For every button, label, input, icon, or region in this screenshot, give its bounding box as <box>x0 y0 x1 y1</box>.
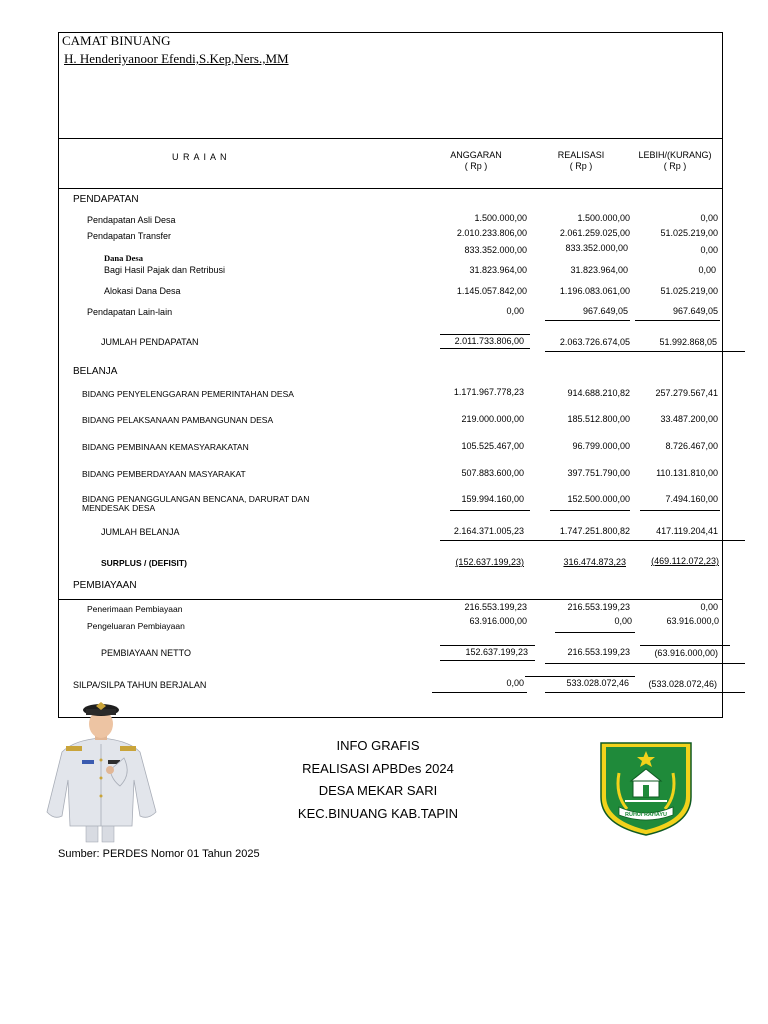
cell-anggaran: 63.916.000,00 <box>469 616 527 626</box>
source-note: Sumber: PERDES Nomor 01 Tahun 2025 <box>58 848 260 860</box>
cell-realisasi: 216.553.199,23 <box>567 647 630 657</box>
section-belanja: BELANJA <box>73 366 118 377</box>
cell-anggaran: 507.883.600,00 <box>461 468 524 478</box>
underline <box>432 692 527 693</box>
cell-anggaran: 2.010.233.806,00 <box>456 228 527 238</box>
row-label: BIDANG PEMBERDAYAAN MASYARAKAT <box>82 469 246 479</box>
col-header-uraian: U R A I A N <box>172 152 228 162</box>
section-pendapatan: PENDAPATAN <box>73 194 139 205</box>
cell-anggaran: 31.823.964,00 <box>469 265 527 275</box>
cell-realisasi: 0,00 <box>614 616 632 626</box>
cell-anggaran: 2.164.371.005,23 <box>453 526 524 536</box>
divider <box>58 599 723 600</box>
cell-realisasi: 31.823.964,00 <box>570 265 628 275</box>
cell-anggaran: 219.000.000,00 <box>461 414 524 424</box>
cell-lebih: 0,00 <box>700 602 718 612</box>
cell-lebih: (63.916.000,00) <box>654 648 718 658</box>
cell-realisasi: 96.799.000,00 <box>572 441 630 451</box>
col-header-lebih: LEBIH/(KURANG) <box>638 150 712 160</box>
col-header-realisasi: REALISASI <box>557 150 605 160</box>
cell-anggaran: 2.011.733.806,00 <box>454 336 524 346</box>
cell-anggaran: 105.525.467,00 <box>461 441 524 451</box>
official-portrait <box>44 700 159 845</box>
info-title: INFO GRAFIS <box>336 738 420 753</box>
row-label: Penerimaan Pembiayaan <box>87 604 183 614</box>
underline <box>440 660 535 661</box>
underline <box>640 645 730 646</box>
cell-lebih: 51.025.219,00 <box>660 228 718 238</box>
col-header-realisasi-unit: ( Rp ) <box>569 161 593 171</box>
row-label: BIDANG PENYELENGGARAN PEMERINTAHAN DESA <box>82 389 294 399</box>
cell-realisasi: 152.500.000,00 <box>567 494 630 504</box>
row-label: BIDANG PEMBINAAN KEMASYARAKATAN <box>82 442 249 452</box>
row-label: BIDANG PENANGGULANGAN BENCANA, DARURAT DAN <box>82 494 310 504</box>
row-label: SURPLUS / (DEFISIT) <box>101 558 187 568</box>
row-label: PEMBIAYAAN NETTO <box>101 648 192 658</box>
divider <box>58 188 723 189</box>
cell-anggaran: (152.637.199,23) <box>455 557 524 567</box>
cell-realisasi: 216.553.199,23 <box>567 602 630 612</box>
cell-anggaran: 152.637.199,23 <box>465 647 528 657</box>
official-name: H. Henderiyanoor Efendi,S.Kep,Ners.,MM <box>64 51 289 66</box>
cell-realisasi: 185.512.800,00 <box>567 414 630 424</box>
row-label: JUMLAH PENDAPATAN <box>101 337 199 347</box>
underline <box>440 334 530 335</box>
row-label: MENDESAK DESA <box>82 503 156 513</box>
info-village: DESA MEKAR SARI <box>318 783 438 798</box>
cell-anggaran: 216.553.199,23 <box>464 602 527 612</box>
underline <box>550 510 630 511</box>
cell-lebih: 51.025.219,00 <box>660 286 718 296</box>
underline <box>545 692 745 693</box>
cell-realisasi: 914.688.210,82 <box>567 388 630 398</box>
underline <box>545 320 630 321</box>
info-subtitle: REALISASI APBDes 2024 <box>302 761 454 776</box>
cell-anggaran: 833.352.000,00 <box>464 245 527 255</box>
cell-realisasi: 1.196.083.061,00 <box>559 286 630 296</box>
underline <box>525 676 635 677</box>
cell-anggaran: 0,00 <box>506 678 524 688</box>
cell-lebih: 0,00 <box>698 265 716 275</box>
cell-realisasi: 1.500.000,00 <box>577 213 630 223</box>
cell-lebih: 0,00 <box>700 213 718 223</box>
cell-lebih: 33.487.200,00 <box>660 414 718 424</box>
row-label: Alokasi Dana Desa <box>104 286 181 296</box>
cell-lebih: 51.992.868,05 <box>659 337 717 347</box>
cell-anggaran: 159.994.160,00 <box>461 494 524 504</box>
cell-lebih: 63.916.000,0 <box>666 616 719 626</box>
row-label: SILPA/SILPA TAHUN BERJALAN <box>73 680 207 690</box>
col-header-anggaran: ANGGARAN <box>450 150 502 160</box>
cell-realisasi: 833.352.000,00 <box>565 243 628 253</box>
cell-lebih: 110.131.810,00 <box>656 468 718 478</box>
col-header-lebih-unit: ( Rp ) <box>663 161 687 171</box>
row-label: JUMLAH BELANJA <box>101 527 180 537</box>
regency-logo <box>597 737 695 837</box>
row-label: Pengeluaran Pembiayaan <box>87 621 185 631</box>
underline <box>545 351 745 352</box>
row-label: Pendapatan Transfer <box>87 231 172 241</box>
underline <box>640 510 720 511</box>
cell-anggaran: 0,00 <box>506 306 524 316</box>
info-district: KEC.BINUANG KAB.TAPIN <box>297 806 459 821</box>
cell-lebih: (469.112.072,23) <box>651 556 719 566</box>
cell-lebih: 7.494.160,00 <box>665 494 718 504</box>
underline <box>440 645 535 646</box>
cell-realisasi: 2.063.726.674,05 <box>559 337 630 347</box>
row-label: Pendapatan Lain-lain <box>87 307 173 317</box>
underline <box>555 632 635 633</box>
cell-lebih: 257.279.567,41 <box>655 388 718 398</box>
divider <box>58 138 723 139</box>
underline <box>635 320 720 321</box>
underline <box>450 510 530 511</box>
office-title: CAMAT BINUANG <box>62 33 171 48</box>
cell-lebih: 967.649,05 <box>672 306 718 316</box>
cell-lebih: 417.119.204,41 <box>656 526 718 536</box>
cell-lebih: (533.028.072,46) <box>648 679 717 689</box>
section-pembiayaan: PEMBIAYAAN <box>73 580 137 591</box>
cell-lebih: 8.726.467,00 <box>665 441 718 451</box>
underline <box>440 540 745 541</box>
underline <box>545 663 745 664</box>
cell-realisasi: 316.474.873,23 <box>563 557 626 567</box>
cell-anggaran: 1.145.057.842,00 <box>456 286 527 296</box>
row-label: BIDANG PELAKSANAAN PAMBANGUNAN DESA <box>82 415 274 425</box>
cell-realisasi: 967.649,05 <box>582 306 628 316</box>
cell-anggaran: 1.171.967.778,23 <box>453 387 524 397</box>
logo-motto: RUHUI RAHAYU <box>625 812 667 818</box>
cell-anggaran: 1.500.000,00 <box>474 213 527 223</box>
underline <box>440 348 530 349</box>
row-label: Dana Desa <box>104 253 143 263</box>
row-label: Pendapatan Asli Desa <box>87 215 176 225</box>
cell-lebih: 0,00 <box>700 245 718 255</box>
cell-realisasi: 2.061.259.025,00 <box>559 228 630 238</box>
cell-realisasi: 397.751.790,00 <box>567 468 630 478</box>
cell-realisasi: 1.747.251.800,82 <box>559 526 630 536</box>
row-label: Bagi Hasil Pajak dan Retribusi <box>104 265 226 275</box>
col-header-anggaran-unit: ( Rp ) <box>464 161 488 171</box>
cell-realisasi: 533.028.072,46 <box>566 678 629 688</box>
